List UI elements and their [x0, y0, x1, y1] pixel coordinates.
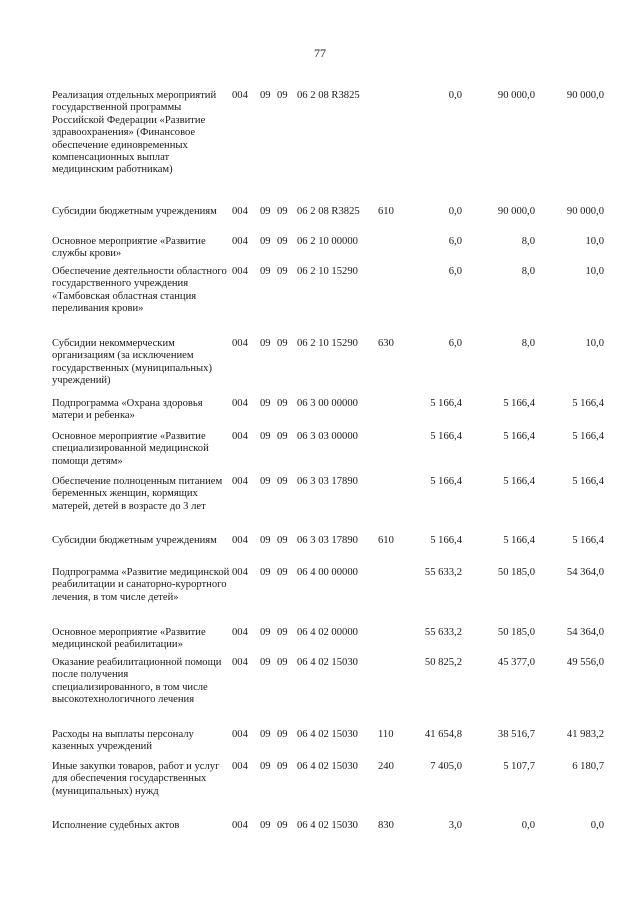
razdel-code: 09	[260, 266, 271, 277]
amount-year-2: 5 166,4	[503, 476, 535, 487]
amount-year-1: 5 166,4	[430, 535, 462, 546]
admin-code: 004	[232, 266, 248, 277]
amount-year-1: 0,0	[448, 206, 462, 217]
row-name: Субсидии некоммерческим организациям (за исключением государственных (муниципальных) учреждений)	[52, 338, 212, 387]
amount-year-1: 5 166,4	[430, 398, 462, 409]
row-name: Субсидии бюджетным учреждениям	[52, 206, 217, 217]
row-name: Основное мероприятие «Развитие службы крови»	[52, 236, 206, 260]
row-name: Подпрограмма «Охрана здоровья матери и ребенка»	[52, 398, 203, 422]
amount-year-2: 5 107,7	[503, 761, 535, 772]
amount-year-2: 0,0	[521, 820, 535, 831]
expense-type-code: 110	[378, 729, 394, 740]
expense-type-code: 630	[378, 338, 394, 349]
admin-code: 004	[232, 820, 248, 831]
amount-year-3: 10,0	[585, 338, 604, 349]
amount-year-3: 49 556,0	[566, 657, 604, 668]
row-name: Обеспечение деятельности областного государственного учреждения «Тамбовская областная станция переливания крови»	[52, 266, 227, 315]
amount-year-2: 5 166,4	[503, 535, 535, 546]
amount-year-3: 90 000,0	[566, 206, 604, 217]
admin-code: 004	[232, 90, 248, 101]
amount-year-1: 55 633,2	[424, 567, 462, 578]
razdel-code: 09	[260, 431, 271, 442]
podrazdel-code: 09	[277, 266, 288, 277]
razdel-code: 09	[260, 476, 271, 487]
admin-code: 004	[232, 206, 248, 217]
amount-year-2: 50 185,0	[497, 567, 535, 578]
expense-type-code: 610	[378, 206, 394, 217]
amount-year-1: 6,0	[448, 266, 462, 277]
admin-code: 004	[232, 567, 248, 578]
razdel-code: 09	[260, 567, 271, 578]
amount-year-2: 45 377,0	[497, 657, 535, 668]
row-name: Основное мероприятие «Развитие медицинской реабилитации»	[52, 627, 206, 651]
target-article-code: 06 3 03 00000	[297, 431, 358, 442]
amount-year-3: 0,0	[590, 820, 604, 831]
razdel-code: 09	[260, 398, 271, 409]
amount-year-1: 55 633,2	[424, 627, 462, 638]
amount-year-3: 6 180,7	[572, 761, 604, 772]
amount-year-2: 5 166,4	[503, 431, 535, 442]
amount-year-1: 6,0	[448, 236, 462, 247]
podrazdel-code: 09	[277, 567, 288, 578]
podrazdel-code: 09	[277, 338, 288, 349]
podrazdel-code: 09	[277, 657, 288, 668]
amount-year-2: 5 166,4	[503, 398, 535, 409]
row-name: Основное мероприятие «Развитие специализированной медицинской помощи детям»	[52, 431, 209, 467]
row-name: Оказание реабилитационной помощи после получения специализированного, в том числе высокотехнологичного лечения	[52, 657, 222, 706]
amount-year-3: 10,0	[585, 236, 604, 247]
row-name: Подпрограмма «Развитие медицинской реабилитации и санаторно-курортного лечения, в том числе детей»	[52, 567, 230, 603]
admin-code: 004	[232, 338, 248, 349]
expense-type-code: 240	[378, 761, 394, 772]
razdel-code: 09	[260, 657, 271, 668]
razdel-code: 09	[260, 338, 271, 349]
page-number: 77	[314, 46, 326, 60]
target-article-code: 06 3 03 17890	[297, 476, 358, 487]
podrazdel-code: 09	[277, 236, 288, 247]
razdel-code: 09	[260, 729, 271, 740]
target-article-code: 06 2 08 R3825	[297, 206, 360, 217]
admin-code: 004	[232, 729, 248, 740]
amount-year-2: 90 000,0	[497, 90, 535, 101]
podrazdel-code: 09	[277, 535, 288, 546]
podrazdel-code: 09	[277, 820, 288, 831]
amount-year-3: 10,0	[585, 266, 604, 277]
amount-year-2: 8,0	[521, 338, 535, 349]
amount-year-3: 54 364,0	[566, 627, 604, 638]
target-article-code: 06 4 02 15030	[297, 820, 358, 831]
row-name: Исполнение судебных актов	[52, 820, 180, 831]
target-article-code: 06 2 08 R3825	[297, 90, 360, 101]
target-article-code: 06 4 00 00000	[297, 567, 358, 578]
admin-code: 004	[232, 761, 248, 772]
amount-year-2: 90 000,0	[497, 206, 535, 217]
podrazdel-code: 09	[277, 761, 288, 772]
amount-year-3: 5 166,4	[572, 398, 604, 409]
amount-year-3: 54 364,0	[566, 567, 604, 578]
row-name: Реализация отдельных мероприятий государственной программы Российской Федерации «Развитие здравоохранения» (Финансовое обеспечение единовременных компенсационных выплат медицинским работникам)	[52, 90, 217, 176]
razdel-code: 09	[260, 206, 271, 217]
amount-year-2: 8,0	[521, 236, 535, 247]
row-name: Иные закупки товаров, работ и услуг для обеспечения государственных (муниципальных) нужд	[52, 761, 220, 797]
podrazdel-code: 09	[277, 729, 288, 740]
admin-code: 004	[232, 657, 248, 668]
amount-year-1: 6,0	[448, 338, 462, 349]
admin-code: 004	[232, 236, 248, 247]
amount-year-1: 5 166,4	[430, 476, 462, 487]
target-article-code: 06 4 02 15030	[297, 657, 358, 668]
target-article-code: 06 3 03 17890	[297, 535, 358, 546]
podrazdel-code: 09	[277, 627, 288, 638]
razdel-code: 09	[260, 627, 271, 638]
amount-year-3: 5 166,4	[572, 431, 604, 442]
amount-year-2: 38 516,7	[497, 729, 535, 740]
target-article-code: 06 2 10 15290	[297, 338, 358, 349]
admin-code: 004	[232, 476, 248, 487]
admin-code: 004	[232, 398, 248, 409]
amount-year-3: 90 000,0	[566, 90, 604, 101]
razdel-code: 09	[260, 236, 271, 247]
razdel-code: 09	[260, 761, 271, 772]
razdel-code: 09	[260, 535, 271, 546]
expense-type-code: 610	[378, 535, 394, 546]
row-name: Субсидии бюджетным учреждениям	[52, 535, 217, 546]
amount-year-1: 41 654,8	[424, 729, 462, 740]
expense-type-code: 830	[378, 820, 394, 831]
amount-year-1: 5 166,4	[430, 431, 462, 442]
admin-code: 004	[232, 535, 248, 546]
amount-year-1: 50 825,2	[424, 657, 462, 668]
target-article-code: 06 2 10 00000	[297, 236, 358, 247]
podrazdel-code: 09	[277, 398, 288, 409]
row-name: Расходы на выплаты персоналу казенных учреждений	[52, 729, 194, 753]
target-article-code: 06 4 02 15030	[297, 729, 358, 740]
target-article-code: 06 3 00 00000	[297, 398, 358, 409]
row-name: Обеспечение полноценным питанием беременных женщин, кормящих матерей, детей в возрасте до 3 лет	[52, 476, 223, 512]
amount-year-3: 5 166,4	[572, 476, 604, 487]
podrazdel-code: 09	[277, 206, 288, 217]
amount-year-1: 7 405,0	[430, 761, 462, 772]
razdel-code: 09	[260, 820, 271, 831]
podrazdel-code: 09	[277, 476, 288, 487]
podrazdel-code: 09	[277, 431, 288, 442]
admin-code: 004	[232, 431, 248, 442]
amount-year-1: 3,0	[448, 820, 462, 831]
amount-year-2: 50 185,0	[497, 627, 535, 638]
admin-code: 004	[232, 627, 248, 638]
amount-year-3: 5 166,4	[572, 535, 604, 546]
target-article-code: 06 4 02 15030	[297, 761, 358, 772]
amount-year-3: 41 983,2	[566, 729, 604, 740]
amount-year-1: 0,0	[448, 90, 462, 101]
podrazdel-code: 09	[277, 90, 288, 101]
razdel-code: 09	[260, 90, 271, 101]
amount-year-2: 8,0	[521, 266, 535, 277]
target-article-code: 06 2 10 15290	[297, 266, 358, 277]
target-article-code: 06 4 02 00000	[297, 627, 358, 638]
